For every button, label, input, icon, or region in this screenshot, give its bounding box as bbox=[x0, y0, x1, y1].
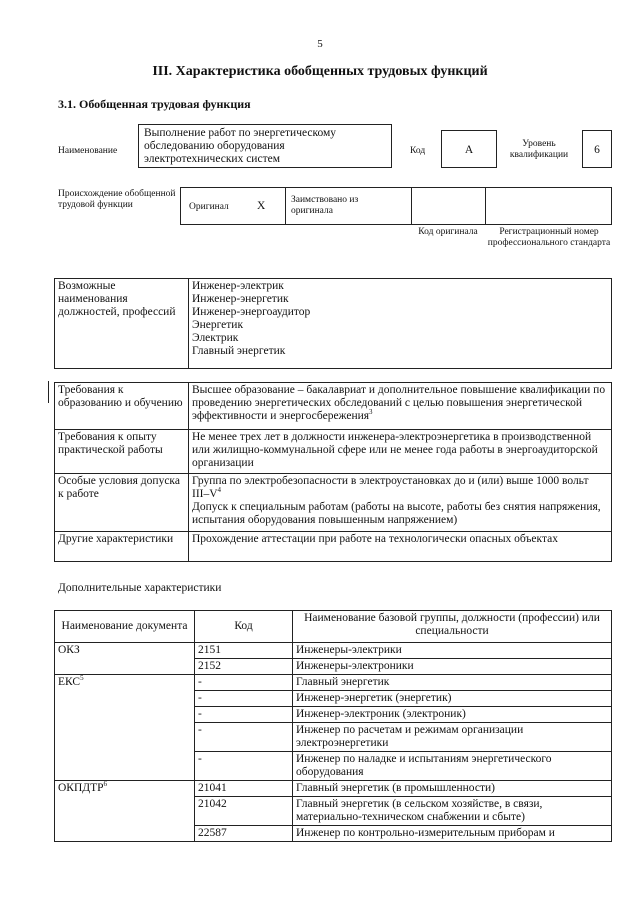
doc-cell-text: ОКПДТР bbox=[58, 782, 104, 794]
req-conditions-label: Особые условия допуска к работе bbox=[55, 474, 189, 532]
name-cell: Главный энергетик (в промышленности) bbox=[293, 781, 612, 797]
gtf-name-value: Выполнение работ по энергетическому обследованию оборудования электротехнических систем bbox=[144, 127, 337, 165]
header-code: Код bbox=[195, 611, 293, 643]
req-other-label: Другие характеристики bbox=[55, 532, 189, 562]
footnote-mark: 3 bbox=[369, 408, 373, 417]
doc-cell bbox=[55, 691, 195, 707]
table-row bbox=[55, 797, 612, 826]
origin-borrowed-label: Заимствовано из оригинала bbox=[291, 195, 359, 216]
position-item: Энергетик bbox=[192, 319, 244, 331]
name-cell: Инженер по наладке и испытаниям энергетического оборудования bbox=[293, 752, 612, 781]
additional-title: Дополнительные характеристики bbox=[58, 582, 222, 594]
margin-mark bbox=[48, 381, 49, 403]
position-item: Инженер-энергоаудитор bbox=[192, 306, 311, 318]
gtf-name-box bbox=[138, 124, 392, 168]
origin-original-mark: Х bbox=[257, 200, 266, 212]
name-cell: Главный энергетик (в сельском хозяйстве, в связи, материально-техническом снабжении и сбыте) bbox=[293, 797, 612, 826]
req-conditions-value-2: Допуск к специальным работам (работы на высоте, работы без снятия напряжения, испытания оборудования повышенным напряжением) bbox=[192, 501, 601, 526]
req-education-cell bbox=[189, 383, 612, 430]
doc-cell bbox=[55, 826, 195, 842]
name-cell: Инженер-энергетик (энергетик) bbox=[293, 691, 612, 707]
gtf-level-value: 6 bbox=[594, 144, 600, 156]
gtf-level-box bbox=[582, 130, 612, 168]
requirements-table bbox=[54, 382, 612, 562]
code-cell: 2151 bbox=[195, 643, 293, 659]
subsection-title: 3.1. Обобщенная трудовая функция bbox=[58, 97, 251, 111]
table-row bbox=[55, 723, 612, 752]
positions-label: Возможные наименования должностей, профессий bbox=[55, 279, 189, 369]
origin-box bbox=[180, 187, 612, 225]
gtf-name-label: Наименование bbox=[58, 146, 118, 156]
code-cell: 22587 bbox=[195, 826, 293, 842]
table-row bbox=[55, 659, 612, 675]
name-cell: Инженер-электроник (электроник) bbox=[293, 707, 612, 723]
origin-code-label: Код оригинала bbox=[418, 227, 478, 237]
name-cell: Инженер по расчетам и режимам организации электроэнергетики bbox=[293, 723, 612, 752]
doc-cell bbox=[55, 781, 195, 797]
positions-list bbox=[189, 279, 612, 369]
header-document: Наименование документа bbox=[55, 611, 195, 643]
position-item: Главный энергетик bbox=[192, 345, 286, 357]
position-item: Электрик bbox=[192, 332, 239, 344]
doc-cell: ОКЗ bbox=[55, 643, 195, 659]
req-education-label: Требования к образованию и обучению bbox=[55, 383, 189, 430]
position-item: Инженер-электрик bbox=[192, 280, 284, 292]
code-cell: - bbox=[195, 691, 293, 707]
positions-table bbox=[54, 278, 612, 369]
req-conditions-cell bbox=[189, 474, 612, 532]
code-cell: - bbox=[195, 752, 293, 781]
footnote-mark: 4 bbox=[217, 486, 222, 495]
gtf-code-value: А bbox=[464, 144, 474, 156]
name-cell: Главный энергетик bbox=[293, 675, 612, 691]
section-title: III. Характеристика обобщенных трудовых функций bbox=[152, 64, 488, 79]
doc-cell-text: ЕКС bbox=[58, 676, 81, 688]
doc-cell bbox=[55, 659, 195, 675]
table-row bbox=[55, 691, 612, 707]
page-number: 5 bbox=[317, 38, 323, 50]
req-experience-value: Не менее трех лет в должности инженера-электроэнергетика в производственной или жилищно-коммунальной сфере или не менее года работы в энергоаудиторской организации bbox=[189, 430, 612, 474]
code-cell: - bbox=[195, 675, 293, 691]
doc-cell bbox=[55, 723, 195, 752]
req-experience-label: Требования к опыту практической работы bbox=[55, 430, 189, 474]
table-row bbox=[55, 781, 612, 797]
code-cell: 2152 bbox=[195, 659, 293, 675]
req-education-value: Высшее образование – бакалавриат и дополнительное повышение квалификации по проведению энергетических обследований с целью повышения энергетической эффективности и энергосбережения bbox=[192, 384, 606, 422]
doc-cell bbox=[55, 707, 195, 723]
origin-label: Происхождение обобщенной трудовой функции bbox=[58, 189, 176, 210]
name-cell: Инженеры-электроники bbox=[293, 659, 612, 675]
gtf-code-label: Код bbox=[410, 146, 426, 156]
position-item: Инженер-энергетик bbox=[192, 293, 289, 305]
footnote-mark: 6 bbox=[103, 780, 108, 789]
additional-table bbox=[54, 610, 612, 842]
table-row bbox=[55, 675, 612, 691]
gtf-code-box bbox=[441, 130, 497, 168]
header-name: Наименование базовой группы, должности (профессии) или специальности bbox=[293, 611, 612, 643]
code-cell: - bbox=[195, 723, 293, 752]
origin-reg-number-label: Регистрационный номер профессионального стандарта bbox=[487, 227, 611, 248]
table-row bbox=[55, 826, 612, 842]
doc-cell bbox=[55, 797, 195, 826]
name-cell: Инженеры-электрики bbox=[293, 643, 612, 659]
table-row bbox=[55, 752, 612, 781]
table-row bbox=[55, 707, 612, 723]
table-row bbox=[55, 643, 612, 659]
req-other-value: Прохождение аттестации при работе на технологически опасных объектах bbox=[189, 532, 612, 562]
doc-cell bbox=[55, 675, 195, 691]
code-cell: 21041 bbox=[195, 781, 293, 797]
origin-original-label: Оригинал bbox=[189, 202, 229, 212]
name-cell: Инженер по контрольно-измерительным приборам и bbox=[293, 826, 612, 842]
code-cell: 21042 bbox=[195, 797, 293, 826]
req-conditions-value: Группа по электробезопасности в электроустановках до и (или) выше 1000 вольт III–V bbox=[192, 475, 589, 500]
code-cell: - bbox=[195, 707, 293, 723]
footnote-mark: 5 bbox=[80, 674, 84, 683]
gtf-level-label: Уровень квалификации bbox=[509, 139, 569, 160]
doc-cell bbox=[55, 752, 195, 781]
